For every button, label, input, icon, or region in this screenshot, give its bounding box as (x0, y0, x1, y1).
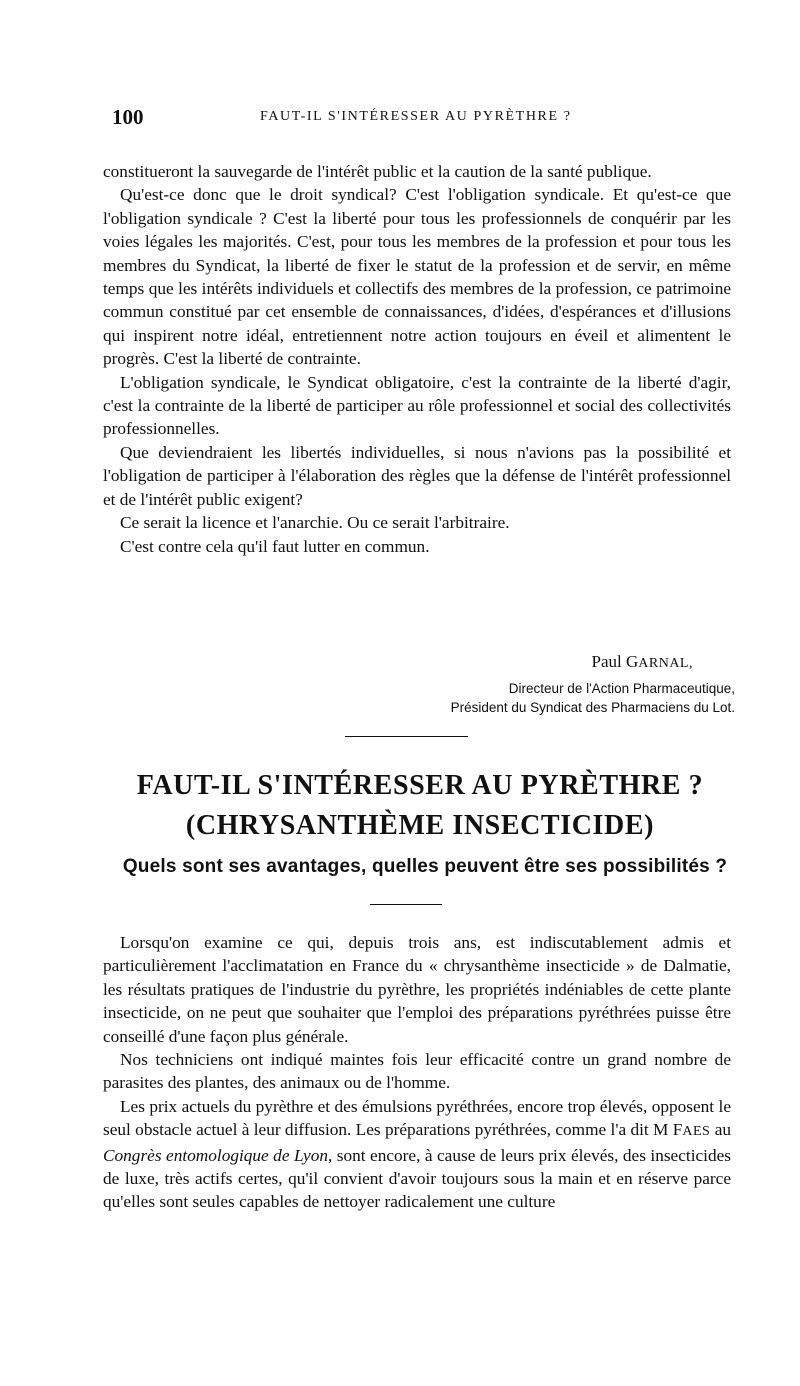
author-role: Directeur de l'Action Pharmaceutique, (508, 681, 735, 696)
paragraph: Ce serait la licence et l'anarchie. Ou ce serait l'arbitraire. (120, 513, 510, 533)
paragraph: C'est contre cela qu'il faut lutter en commun. (120, 536, 430, 556)
author-role: Président du Syndicat des Pharmaciens du Lot. (450, 700, 735, 715)
paragraph: Nos techniciens ont indiqué maintes fois leur efficacité contre un grand nombre de parasites des plantes, des animaux ou de l'homme. (103, 1050, 731, 1093)
author-roles (103, 679, 735, 717)
previous-article-text (103, 160, 731, 558)
congress-title: Congrès entomologique de Lyon, (103, 1145, 333, 1165)
article-title-parenthetical: (CHRYSANTHÈME INSECTICIDE) (185, 810, 655, 841)
author-name (103, 652, 735, 672)
paragraph: Que deviendraient les libertés individuelles, si nous n'avions pas la possibilité et l'obligation de participer à l'élaboration des règles que la défense de l'intérêt professionnel et de l'intérêt public exigent? (103, 442, 731, 509)
running-title: FAUT-IL S'INTÉRESSER AU PYRÈTHRE ? (260, 109, 572, 124)
article-subtitle: Quels sont ses avantages, quelles peuvent être ses possibilités ? (122, 856, 728, 877)
text-run: sont encore, à cause de leurs prix élevés, des insecticides de luxe, très actifs certes, qu'il convient d'avoir toujours sous la main et en réserve parce qu'elles sont seules capables de nettoyer radicalement une culture (103, 1145, 732, 1212)
paragraph: Qu'est-ce donc que le droit syndical? C'est l'obligation syndicale. Et qu'est-ce que l'obligation syndicale ? C'est la liberté pour tous les professionnels de conquérir par les voies légales les majorités. C'est, pour tous les membres de la profession et pour tous les membres du Syndicat, la liberté de fixer le statut de la profession et de servir, en même temps que les intérêts individuels et collectifs des membres de la profession, ce patrimoine commun constitué par cet ensemble de connaissances, d'idées, d'espérances et d'illusions qui inspirent notre idéal, entretiennent notre action toujours en éveil et alimentent le progrès. C'est la liberté de contrainte. (103, 185, 731, 369)
article-text (103, 931, 731, 1214)
person-name-rest: AES (682, 1124, 711, 1140)
paragraph (103, 1095, 731, 1214)
section-divider (345, 736, 468, 737)
author-surname-initial: G (625, 652, 639, 671)
paragraph: Lorsqu'on examine ce qui, depuis trois ans, est indiscutablement admis et particulièrement l'acclimatation en France du « chrysanthème insecticide » de Dalmatie, les résultats pratiques de l'industrie du pyrèthre, les propriétés indéniables de cette plante insecticide, on ne peut que souhaiter que l'emploi des préparations pyréthrées puisse être conseillé d'une façon plus générale. (103, 933, 731, 1046)
text-run: Les prix actuels du pyrèthre et des émulsions pyréthrées, encore trop élevés, opposent le seul obstacle actuel à leur diffusion. Les préparations pyréthrées, comme l'a dit M (103, 1096, 731, 1140)
author-signature (103, 652, 735, 717)
author-first-name: Paul (591, 652, 622, 671)
article-title: FAUT-IL S'INTÉRESSER AU PYRÈTHRE ? (136, 770, 704, 801)
page-number: 100 (112, 105, 144, 129)
paragraph: constitueront la sauvegarde de l'intérêt public et la caution de la santé publique. (103, 162, 652, 181)
running-head (112, 105, 742, 129)
author-surname-rest: ARNAL, (638, 656, 693, 671)
title-divider (370, 904, 442, 905)
person-name-initial: F (672, 1120, 683, 1140)
paragraph: L'obligation syndicale, le Syndicat obligatoire, c'est la contrainte de la liberté d'agir, c'est la contrainte de la liberté de participer au rôle professionnel et social des collectivités professionnelles. (103, 372, 731, 439)
text-run: au (714, 1120, 731, 1140)
